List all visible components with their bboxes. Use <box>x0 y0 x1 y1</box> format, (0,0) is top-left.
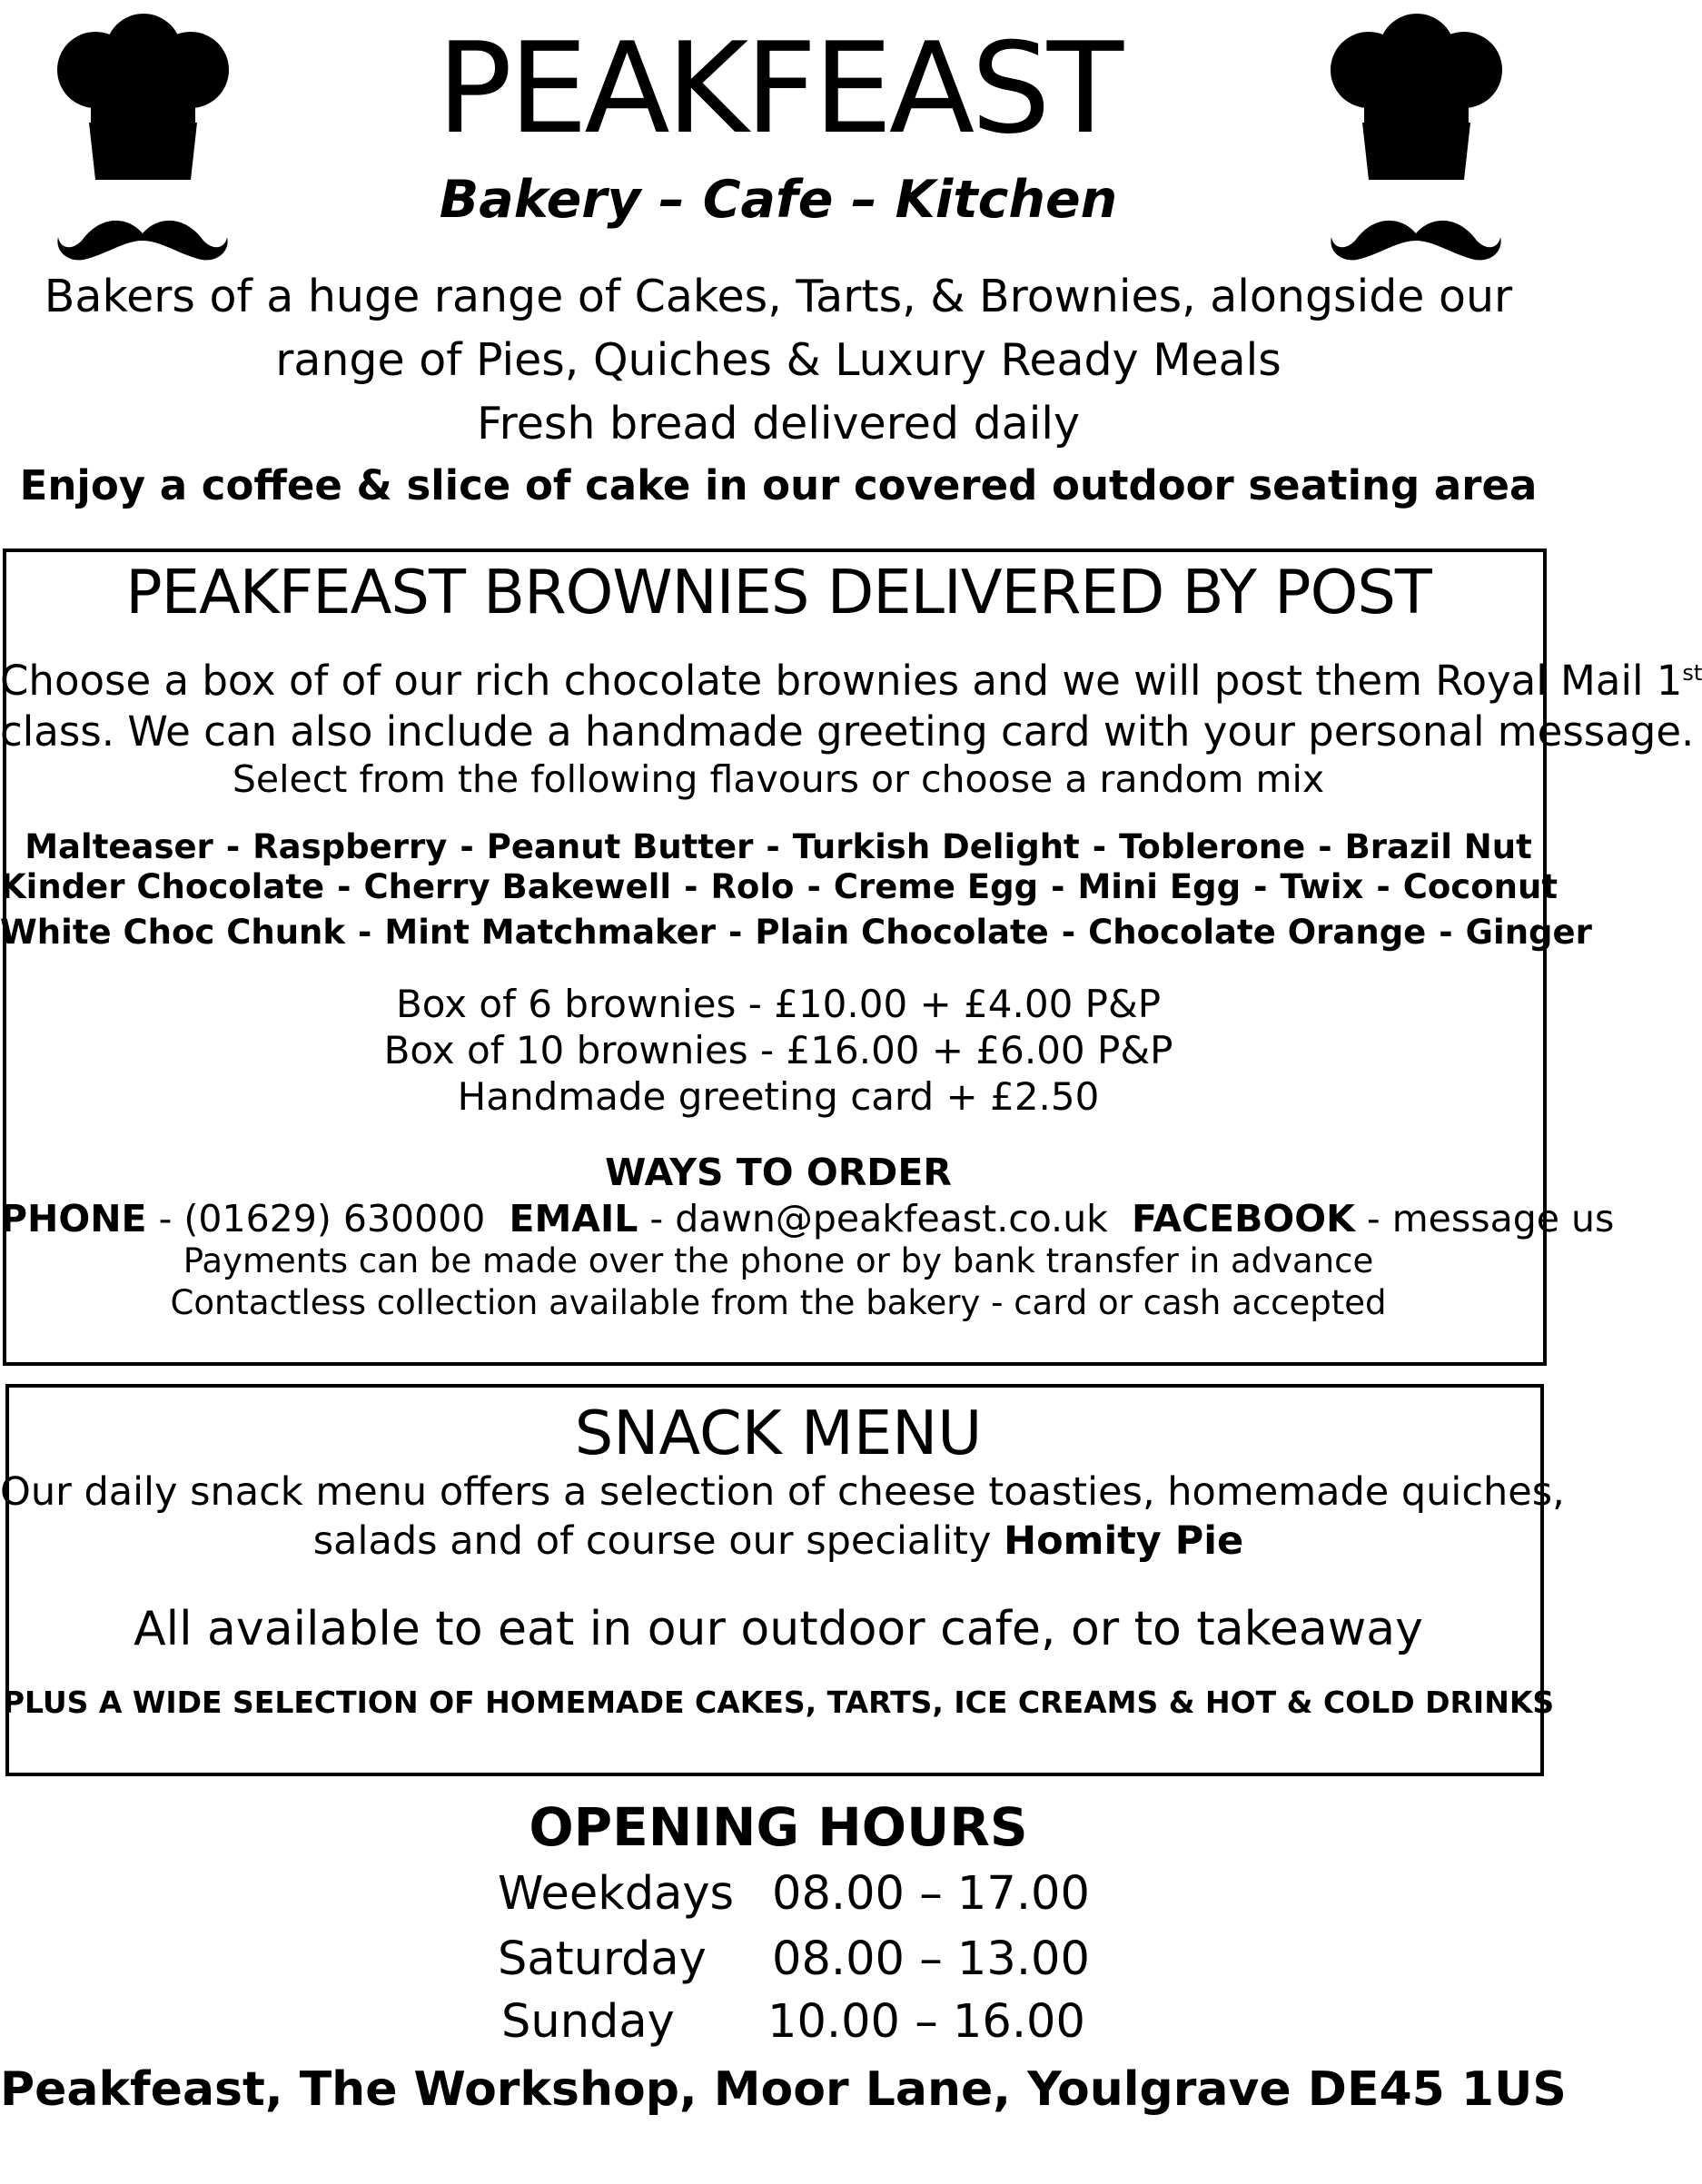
seating-highlight: Enjoy a coffee & slice of cake in our covered outdoor seating area <box>19 461 1538 509</box>
flavour-separator: - <box>460 827 474 866</box>
flavour-separator: - <box>225 827 241 866</box>
extras-note: PLUS A WIDE SELECTION OF HOMEMADE CAKES, TARTS, ICE CREAMS & HOT & COLD DRINKS <box>2 1685 1555 1720</box>
hours-time: 08.00 – 17.00 <box>772 1867 1090 1921</box>
flavour-item: Creme Egg <box>833 867 1039 906</box>
brand-tagline: Bakery – Cafe – Kitchen <box>439 170 1118 230</box>
flavour-item: Chocolate Orange <box>1088 913 1427 952</box>
intro-line: Bakers of a huge range of Cakes, Tarts, & Brownies, alongside our <box>44 271 1513 322</box>
flavour-separator: - <box>728 913 743 952</box>
flavour-instructions: Select from the following flavours or choose a random mix <box>232 757 1325 801</box>
hours-row <box>0 1865 1557 1923</box>
flavour-separator: - <box>806 867 821 906</box>
address: Peakfeast, The Workshop, Moor Lane, Youlgrave DE45 1US <box>0 2062 1567 2117</box>
snack-description: Our daily snack menu offers a selection of cheese toasties, homemade quiches, <box>0 1469 1565 1515</box>
intro-line: range of Pies, Quiches & Luxury Ready Meals <box>275 334 1281 386</box>
flavour-item: Kinder Chocolate <box>0 867 325 906</box>
flavour-list <box>0 912 1592 954</box>
flavour-separator: - <box>358 913 372 952</box>
flavour-item: Coconut <box>1402 867 1559 906</box>
flavour-item: Raspberry <box>252 827 448 866</box>
flavour-item: Cherry Bakewell <box>363 867 672 906</box>
flavour-separator: - <box>1061 913 1076 952</box>
flavour-list <box>0 866 1557 908</box>
flavour-separator: - <box>1051 867 1065 906</box>
hours-time: 10.00 – 16.00 <box>767 1995 1085 2049</box>
hours-row <box>0 1931 1557 1989</box>
flavour-separator: - <box>1318 827 1332 866</box>
snack-description <box>0 1517 1557 1566</box>
flavour-separator: - <box>684 867 698 906</box>
phone-label: PHONE <box>0 1197 147 1240</box>
order-heading: WAYS TO ORDER <box>605 1151 952 1194</box>
hours-heading: OPENING HOURS <box>529 1796 1028 1858</box>
hours-row <box>0 1993 1557 2051</box>
brownies-title: PEAKFEAST BROWNIES DELIVERED BY POST <box>125 557 1431 628</box>
facebook-value: - message us <box>1354 1197 1615 1240</box>
price-line: Box of 6 brownies - £10.00 + £4.00 P&P <box>395 982 1162 1026</box>
phone-number[interactable]: - (01629) 630000 <box>146 1197 510 1240</box>
payment-note: Payments can be made over the phone or by bank transfer in advance <box>183 1241 1374 1280</box>
flavour-item: Brazil Nut <box>1344 827 1532 866</box>
flavour-item: Toblerone <box>1119 827 1306 866</box>
hours-day: Saturday <box>498 1932 707 1986</box>
brownies-description <box>0 656 1702 707</box>
flavour-item: Peanut Butter <box>486 827 754 866</box>
flavour-separator: - <box>1092 827 1107 866</box>
flavour-item: Mini Egg <box>1077 867 1242 906</box>
flavour-item: White Choc Chunk <box>0 913 346 952</box>
snack-title: SNACK MENU <box>574 1398 983 1468</box>
brownies-description: class. We can also include a handmade greeting card with your personal message. <box>0 707 1695 756</box>
flavour-separator: - <box>1439 913 1453 952</box>
ordinal-suffix: st <box>1682 660 1702 686</box>
flavour-separator: - <box>1253 867 1268 906</box>
brand-title: PEAKFEAST <box>436 15 1121 162</box>
flavour-item: Twix <box>1280 867 1364 906</box>
hours-day: Sunday <box>501 1995 675 2049</box>
price-line: Box of 10 brownies - £16.00 + £6.00 P&P <box>383 1028 1173 1072</box>
flavour-item: Mint Matchmaker <box>384 913 717 952</box>
flavour-item: Rolo <box>710 867 795 906</box>
speciality-item: Homity Pie <box>1004 1518 1244 1564</box>
price-line: Handmade greeting card + £2.50 <box>457 1074 1100 1119</box>
flavour-item: Malteaser <box>25 827 213 866</box>
flavour-separator: - <box>766 827 780 866</box>
intro-line: Fresh bread delivered daily <box>477 398 1080 450</box>
flavour-separator: - <box>337 867 351 906</box>
hours-day: Weekdays <box>498 1867 735 1921</box>
hours-time: 08.00 – 13.00 <box>772 1932 1090 1986</box>
flavour-item: Turkish Delight <box>792 827 1080 866</box>
order-contacts <box>0 1195 1615 1242</box>
flavour-separator: - <box>1376 867 1390 906</box>
eat-in-note: All available to eat in our outdoor cafe, or to takeaway <box>134 1602 1423 1656</box>
snack-description-text: salads and of course our speciality <box>312 1518 1004 1564</box>
email-address[interactable]: - dawn@peakfeast.co.uk <box>638 1197 1132 1240</box>
facebook-label: FACEBOOK <box>1132 1197 1355 1240</box>
flavour-item: Plain Chocolate <box>755 913 1049 952</box>
collection-note: Contactless collection available from the bakery - card or cash accepted <box>170 1283 1387 1322</box>
brownies-description-text: Choose a box of of our rich chocolate brownies and we will post them Royal Mail 1 <box>0 657 1683 705</box>
flavour-list <box>0 826 1557 868</box>
flavour-item: Ginger <box>1465 913 1592 952</box>
email-label: EMAIL <box>509 1197 638 1240</box>
